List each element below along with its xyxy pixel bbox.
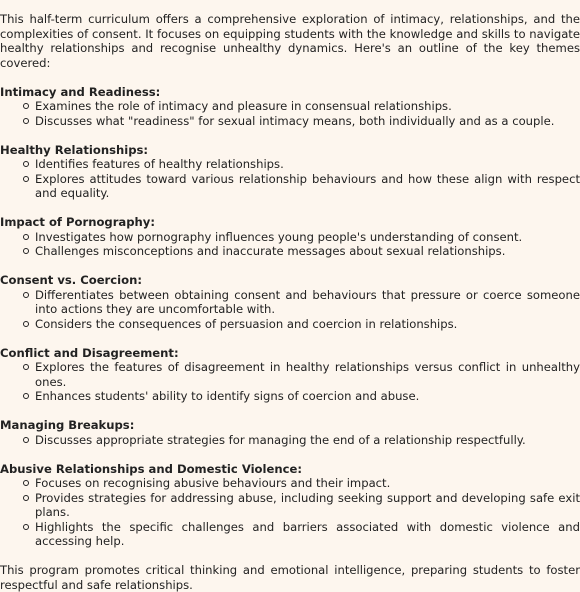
list-item-text: Explores the features of disagreement in healthy relationships versus conflict in unhealthy ones.: [35, 360, 580, 389]
section-heading: Managing Breakups:: [0, 418, 135, 432]
list-item-text: Provides strategies for addressing abuse, including seeking support and developing safe exit plans.: [35, 490, 580, 519]
list-item-text: Discusses appropriate strategies for managing the end of a relationship respectfully.: [35, 432, 526, 447]
bullet-list: [0, 433, 580, 448]
list-item: [35, 157, 580, 172]
bullet-list: [0, 99, 580, 128]
list-item-text: Discusses what "readiness" for sexual intimacy means, both individually and as a couple.: [35, 113, 555, 128]
list-item: [35, 476, 580, 491]
list-item: [35, 230, 580, 245]
intro-paragraph: This half-term curriculum offers a comprehensive exploration of intimacy, relationships, and the complexities of consent. It focuses on equipping students with the knowledge and skills to navigate healthy relationships and recognise unhealthy dynamics. Here's an outline of the key themes covered:: [0, 12, 580, 70]
bullet-circle-icon: [23, 495, 29, 501]
bullet-circle-icon: [23, 393, 29, 399]
list-item-text: Investigates how pornography influences young people's understanding of consent.: [35, 229, 523, 244]
section-heading: Intimacy and Readiness:: [0, 84, 161, 99]
bullet-circle-icon: [23, 118, 29, 124]
section-abusive-relationships: [0, 462, 580, 549]
list-item: [35, 389, 580, 404]
section-intimacy-readiness: [0, 85, 580, 129]
list-item: [35, 520, 580, 549]
section-impact-pornography: [0, 215, 580, 259]
list-item-text: Identifies features of healthy relationships.: [35, 157, 284, 171]
list-item: [35, 172, 580, 201]
list-item-text: Differentiates between obtaining consent and behaviours that pressure or coerce someone into actions they are uncomfortable with.: [35, 287, 580, 316]
bullet-circle-icon: [23, 480, 29, 486]
list-item-text: Explores attitudes toward various relationship behaviours and how these align with respect and equality.: [35, 171, 580, 200]
list-item-text: Focuses on recognising abusive behaviours and their impact.: [35, 476, 391, 490]
bullet-circle-icon: [23, 248, 29, 254]
bullet-circle-icon: [23, 103, 29, 109]
section-healthy-relationships: [0, 143, 580, 201]
bullet-list: [0, 288, 580, 332]
list-item-text: Enhances students' ability to identify signs of coercion and abuse.: [35, 389, 420, 403]
list-item: [35, 317, 580, 332]
bullet-circle-icon: [23, 292, 29, 298]
bullet-list: [0, 476, 580, 549]
list-item: [35, 433, 580, 448]
list-item: [35, 244, 580, 259]
bullet-list: [0, 360, 580, 404]
bullet-circle-icon: [23, 524, 29, 530]
bullet-circle-icon: [23, 234, 29, 240]
list-item: [35, 360, 580, 389]
section-managing-breakups: [0, 418, 580, 447]
list-item: [35, 288, 580, 317]
section-consent-coercion: [0, 273, 580, 331]
section-heading: Impact of Pornography:: [0, 215, 155, 229]
section-heading: Healthy Relationships:: [0, 142, 149, 157]
bullet-circle-icon: [23, 176, 29, 182]
list-item-text: Highlights the specific challenges and barriers associated with domestic violence and accessing help.: [35, 519, 580, 548]
list-item-text: Challenges misconceptions and inaccurate messages about sexual relationships.: [35, 244, 506, 258]
closing-paragraph: This program promotes critical thinking and emotional intelligence, preparing students to foster respectful and safe relationships.: [0, 563, 580, 592]
list-item: [35, 114, 580, 129]
list-item: [35, 491, 580, 520]
section-heading: Conflict and Disagreement:: [0, 345, 179, 360]
bullet-circle-icon: [23, 437, 29, 443]
bullet-list: [0, 157, 580, 201]
bullet-circle-icon: [23, 321, 29, 327]
list-item-text: Considers the consequences of persuasion and coercion in relationships.: [35, 316, 458, 331]
list-item: [35, 99, 580, 114]
list-item-text: Examines the role of intimacy and pleasure in consensual relationships.: [35, 99, 452, 113]
section-conflict-disagreement: [0, 346, 580, 404]
bullet-circle-icon: [23, 161, 29, 167]
section-heading: Abusive Relationships and Domestic Violence:: [0, 461, 302, 476]
bullet-list: [0, 230, 580, 259]
bullet-circle-icon: [23, 364, 29, 370]
section-heading: Consent vs. Coercion:: [0, 273, 142, 287]
